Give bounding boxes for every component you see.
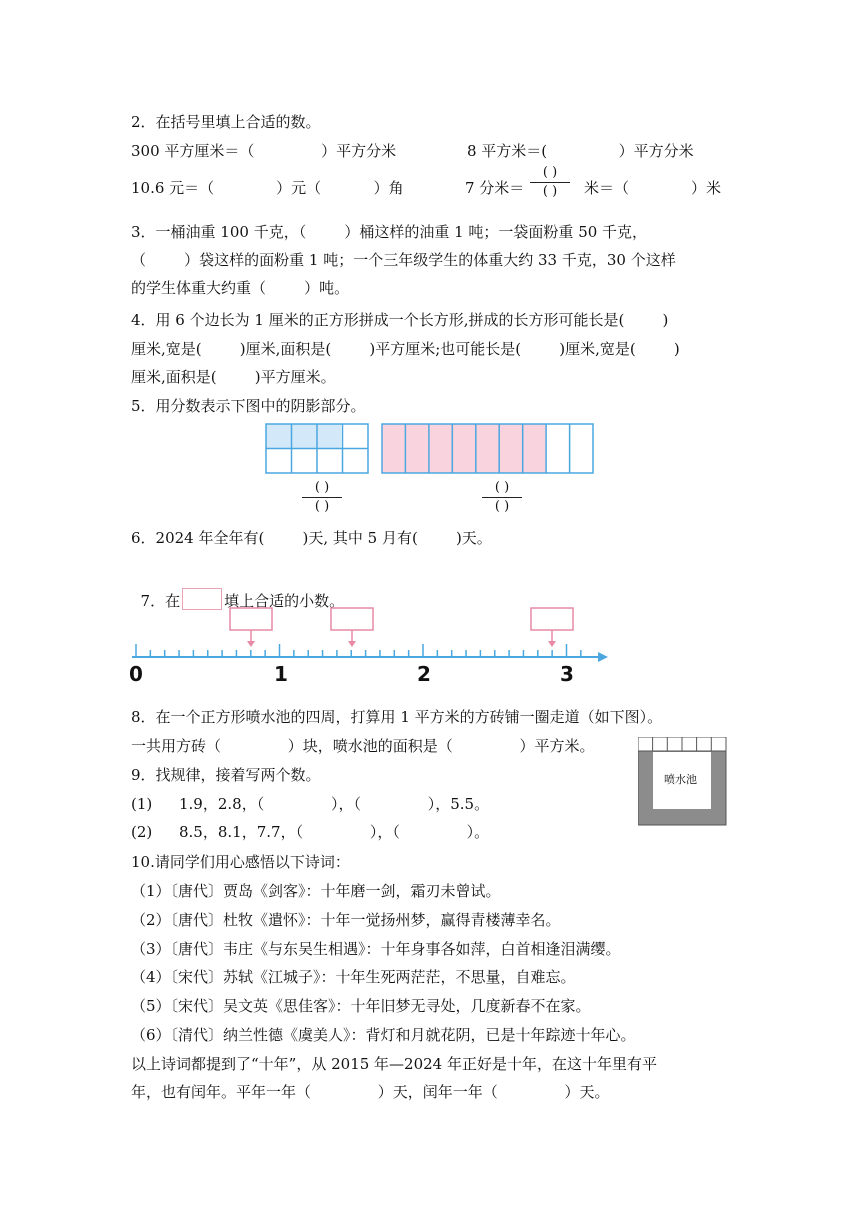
axis-tick-2: 2 [417, 662, 431, 686]
q5-left-fraction [302, 480, 342, 515]
q8-line-1: 8．在一个正方形喷水池的四周，打算用 1 平方米的方砖铺一圈走道（如下图）。 [131, 708, 663, 726]
q9-sequence-1: 1.9，2.8，（ ），（ ），5.5。 [179, 795, 490, 813]
fraction-numerator: ( ) [314, 480, 330, 495]
q4-line-2: 厘米,宽是( )厘米,面积是( )平方厘米;也可能长是( )厘米,宽是( ) [131, 340, 680, 358]
q4-line-1: 4．用 6 个边长为 1 厘米的正方形拼成一个长方形,拼成的长方形可能长是( ) [131, 311, 669, 329]
q3-line-3: 的学生体重大约重（ ）吨。 [131, 279, 350, 297]
q2-title: 2．在括号里填上合适的数。 [131, 113, 321, 131]
poem-5: （5）〔宋代〕吴文英《思佳客》：十年旧梦无寻处，几度新春不在家。 [131, 997, 591, 1015]
fraction-denominator: ( ) [542, 184, 558, 199]
q2-item-c: 10.6 元＝（ ）元（ ）角 [131, 179, 404, 197]
q8-line-2: 一共用方砖（ ）块，喷水池的面积是（ ）平方米。 [131, 737, 595, 755]
fraction-numerator: ( ) [494, 480, 510, 495]
pool-label: 喷水池 [664, 773, 697, 786]
q7-pre: 7．在 [140, 592, 181, 610]
fraction-numerator: ( ) [542, 165, 558, 180]
q9-s1-label: (1) [131, 795, 153, 813]
q2-item-d-pre: 7 分米＝ [465, 179, 525, 197]
q10-line-1: 以上诗词都提到了“十年”，从 2015 年—2024 年正好是十年，在这十年里有平 [131, 1055, 657, 1073]
q10-line-2: 年，也有闰年。平年一年（ ）天，闰年一年（ ）天。 [131, 1083, 610, 1101]
poem-3: （3）〔唐代〕韦庄《与东吴生相遇》：十年身事各如萍，白首相逢泪满缨。 [131, 940, 621, 958]
q3-line-1: 3．一桶油重 100 千克，（ ）桶这样的油重 1 吨；一袋面粉重 50 千克， [131, 223, 648, 241]
q7-post: 填上合适的小数。 [224, 592, 345, 610]
q5-right-grid [382, 424, 593, 473]
q9-title: 9．找规律，接着写两个数。 [131, 766, 321, 784]
q6-text: 6．2024 年全年有( )天, 其中 5 月有( )天。 [131, 529, 492, 547]
q4-line-3: 厘米,面积是( )平方厘米。 [131, 368, 336, 386]
poem-6: （6）〔清代〕纳兰性德《虞美人》：背灯和月就花阴，已是十年踪迹十年心。 [131, 1026, 636, 1044]
q2-item-d-post: 米＝（ ）米 [584, 179, 721, 197]
q3-line-2: （ ）袋这样的面粉重 1 吨；一个三年级学生的体重大约 33 千克，30 个这样 [131, 251, 676, 269]
poem-4: （4）〔宋代〕苏轼《江城子》：十年生死两茫茫，不思量，自难忘。 [131, 968, 576, 986]
axis-tick-1: 1 [274, 662, 288, 686]
axis-tick-0: 0 [129, 662, 143, 686]
q2-item-a: 300 平方厘米＝（ ）平方分米 [131, 142, 397, 160]
q5-left-grid [266, 424, 368, 473]
q9-sequence-2: 8.5，8.1，7.7，（ ），（ ）。 [179, 823, 490, 841]
fraction-denominator: ( ) [314, 499, 330, 514]
fraction-denominator: ( ) [494, 499, 510, 514]
q5-title: 5．用分数表示下图中的阴影部分。 [131, 397, 366, 415]
q7-number-line [0, 600, 860, 670]
q9-s2-label: (2) [131, 823, 153, 841]
axis-tick-3: 3 [560, 662, 574, 686]
poem-2: （2）〔唐代〕杜牧《遣怀》：十年一觉扬州梦，赢得青楼薄幸名。 [131, 911, 561, 929]
q10-title: 10.请同学们用心感悟以下诗词： [131, 853, 350, 871]
poem-1: （1）〔唐代〕贾岛《剑客》：十年磨一剑，霜刃未曾试。 [131, 882, 501, 900]
q2-item-b: 8 平方米＝( ）平方分米 [467, 142, 694, 160]
q5-figures [0, 0, 860, 520]
q5-right-fraction [482, 480, 522, 515]
